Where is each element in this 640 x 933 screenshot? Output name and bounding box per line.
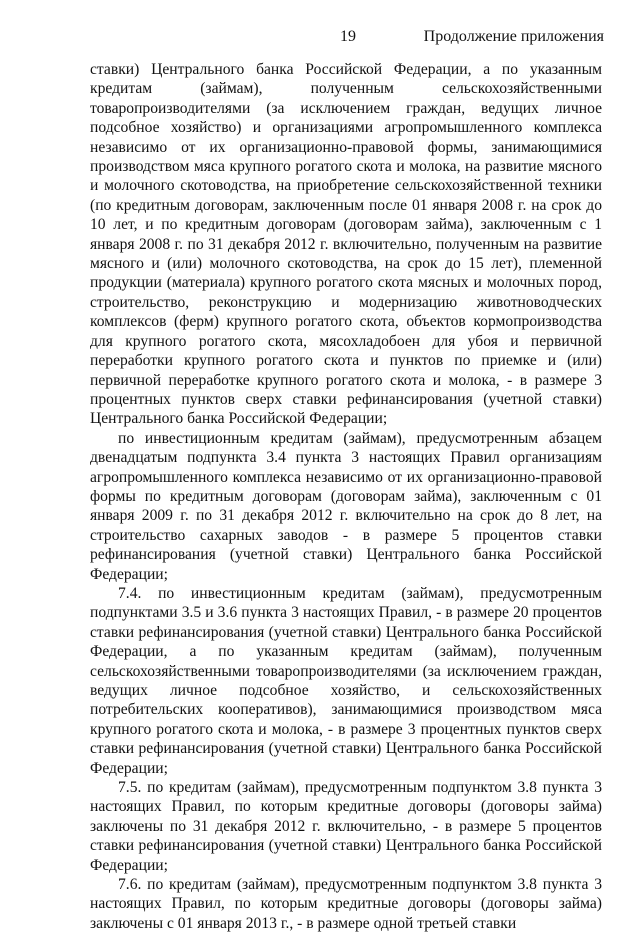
running-header: Продолжение приложения xyxy=(423,28,604,45)
document-body xyxy=(90,60,602,933)
paragraph-7-5: 7.5. по кредитам (займам), предусмотренным подпунктом 3.8 пункта 3 настоящих Правил, по которым кредитные договоры (договоры займа) заключены по 31 декабря 2012 г. включительно, - в размере 5 процентов ставки рефинансирования (учетной ставки) Центрального банка Российской Федерации; xyxy=(90,779,602,874)
paragraph-7-4: 7.4. по инвестиционным кредитам (займам), предусмотренным подпунктами 3.5 и 3.6 пункта 3 настоящих Правил, - в размере 20 процентов ставки рефинансирования (учетной ставки) Центрального банка Российской Федерации, а по указанным кредитам (займам), полученным сельскохозяйственными товаропроизводителями (за исключением граждан, ведущих личное подсобное хозяйство, и сельскохозяйственных потребительских кооперативов), занимающимися производством мяса крупного рогатого скота и молока, - в размере 3 процентных пунктов сверх ставки рефинансирования (учетной ставки) Центрального банка Российской Федерации; xyxy=(90,584,602,777)
paragraph-7-6: 7.6. по кредитам (займам), предусмотренным подпунктом 3.8 пункта 3 настоящих Правил, по которым кредитные договоры (договоры займа) заключены с 01 января 2013 г., - в размере одной третьей ставки xyxy=(90,876,602,932)
paragraph-continuation: ставки) Центрального банка Российской Федерации, а по указанным кредитам (займам), полученным сельскохозяйственными товаропроизводителями (за исключением граждан, ведущих личное подсобное хозяйство) и организациями агропромышленного комплекса независимо от их организационно-правовой формы, занимающимися производством мяса крупного рогатого скота и молока, на развитие мясного и молочного скотоводства, на приобретение сельскохозяйственной техники (по кредитным договорам, заключенным после 01 января 2008 г. на срок до 10 лет, и по кредитным договорам (договорам займа), заключенным с 1 января 2008 г. по 31 декабря 2012 г. включительно, полученным на развитие мясного и (или) молочного скотоводства, на срок до 15 лет), племенной продукции (материала) крупного рогатого скота мясных и молочных пород, строительство, реконструкцию и модернизацию животноводческих комплексов (ферм) крупного рогатого скота, объектов кормопроизводства для крупного рогатого скота, мясохладобоен для убоя и первичной переработки крупного рогатого скота и пунктов по приемке и (или) первичной переработке крупного рогатого скота и молока, - в размере 3 процентных пунктов сверх ставки рефинансирования (учетной ставки) Центрального банка Российской Федерации; xyxy=(90,61,602,428)
paragraph-investment-credits: по инвестиционным кредитам (займам), предусмотренным абзацем двенадцатым подпункта 3.4 пункта 3 настоящих Правил организациям агропромышленного комплекса независимо от их организационно-правовой формы по кредитным договорам (договорам займа), заключенным с 01 января 2009 г. по 31 декабря 2012 г. включительно на срок до 8 лет, на строительство сахарных заводов - в размере 5 процентов ставки рефинансирования (учетной ставки) Центрального банка Российской Федерации; xyxy=(90,429,602,583)
page-number: 19 xyxy=(340,28,356,45)
